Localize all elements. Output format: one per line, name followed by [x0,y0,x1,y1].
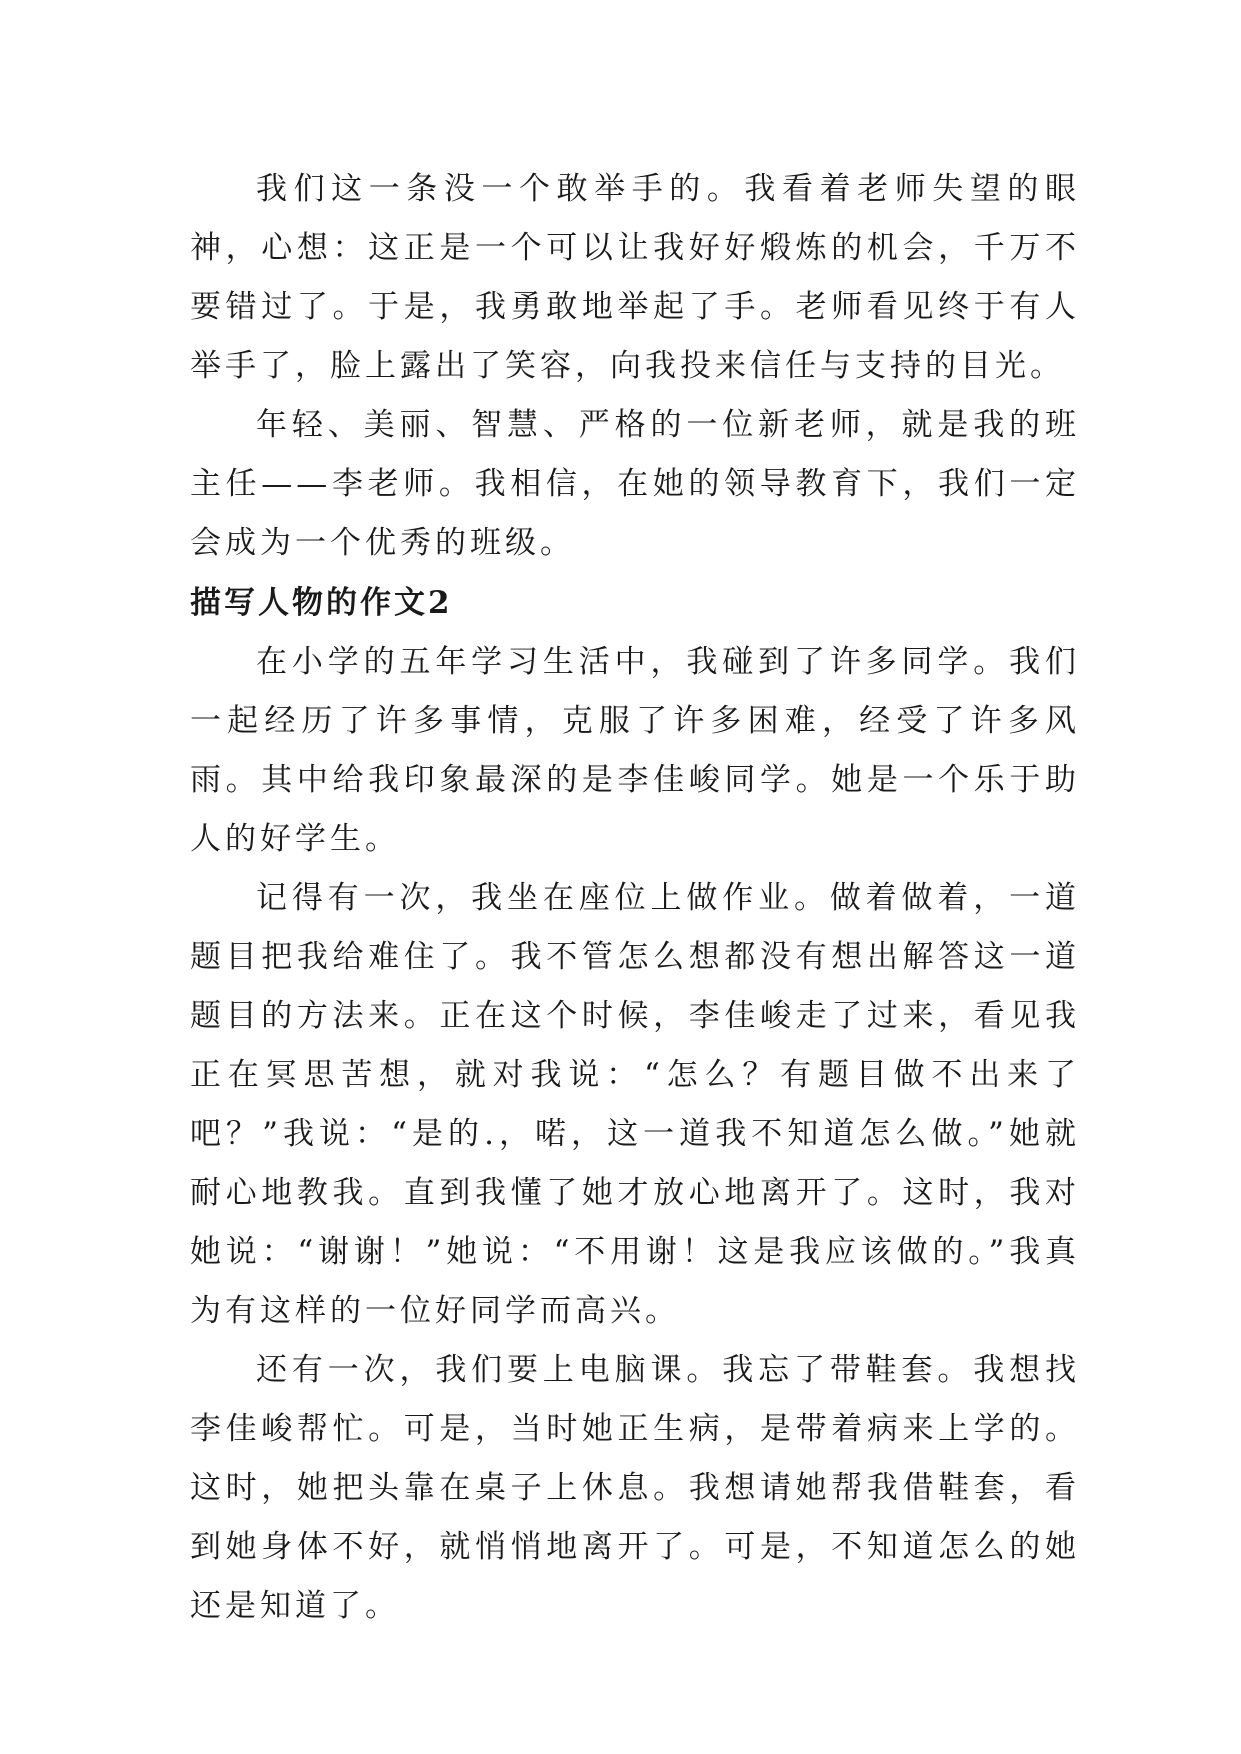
paragraph: 还有一次，我们要上电脑课。我忘了带鞋套。我想找李佳峻帮忙。可是，当时她正生病，是带着病来上学的。这时，她把头靠在桌子上休息。我想请她帮我借鞋套，看到她身体不好，就悄悄地离开了。可是，不知道怎么的她还是知道了。 [190,1352,1080,1624]
paragraph: 我们这一条没一个敢举手的。我看着老师失望的眼神，心想：这正是一个可以让我好好煅炼的机会，千万不要错过了。于是，我勇敢地举起了手。老师看见终于有人举手了，脸上露出了笑容，向我投来信任与支持的目光。 [190,171,1080,384]
paragraph: 记得有一次，我坐在座位上做作业。做着做着，一道题目把我给难住了。我不管怎么想都没有想出解答这一道题目的方法来。正在这个时候，李佳峻走了过来，看见我正在冥思苦想，就对我说：“怎么？有题目做不出来了吧？”我说：“是的.，喏，这一道我不知道怎么做。”她就耐心地教我。直到我懂了她才放心地离开了。这时，我对她说：“谢谢！”她说：“不用谢！这是我应该做的。”我真为有这样的一位好同学而高兴。 [190,880,1080,1329]
paragraph: 在小学的五年学习生活中，我碰到了许多同学。我们一起经历了许多事情，克服了许多困难，经受了许多风雨。其中给我印象最深的是李佳峻同学。她是一个乐于助人的好学生。 [190,644,1080,857]
paragraph: 年轻、美丽、智慧、严格的一位新老师，就是我的班主任——李老师。我相信，在她的领导教育下，我们一定会成为一个优秀的班级。 [190,407,1080,561]
section-heading: 描写人物的作文2 [190,585,453,621]
document-page [190,160,1080,1636]
